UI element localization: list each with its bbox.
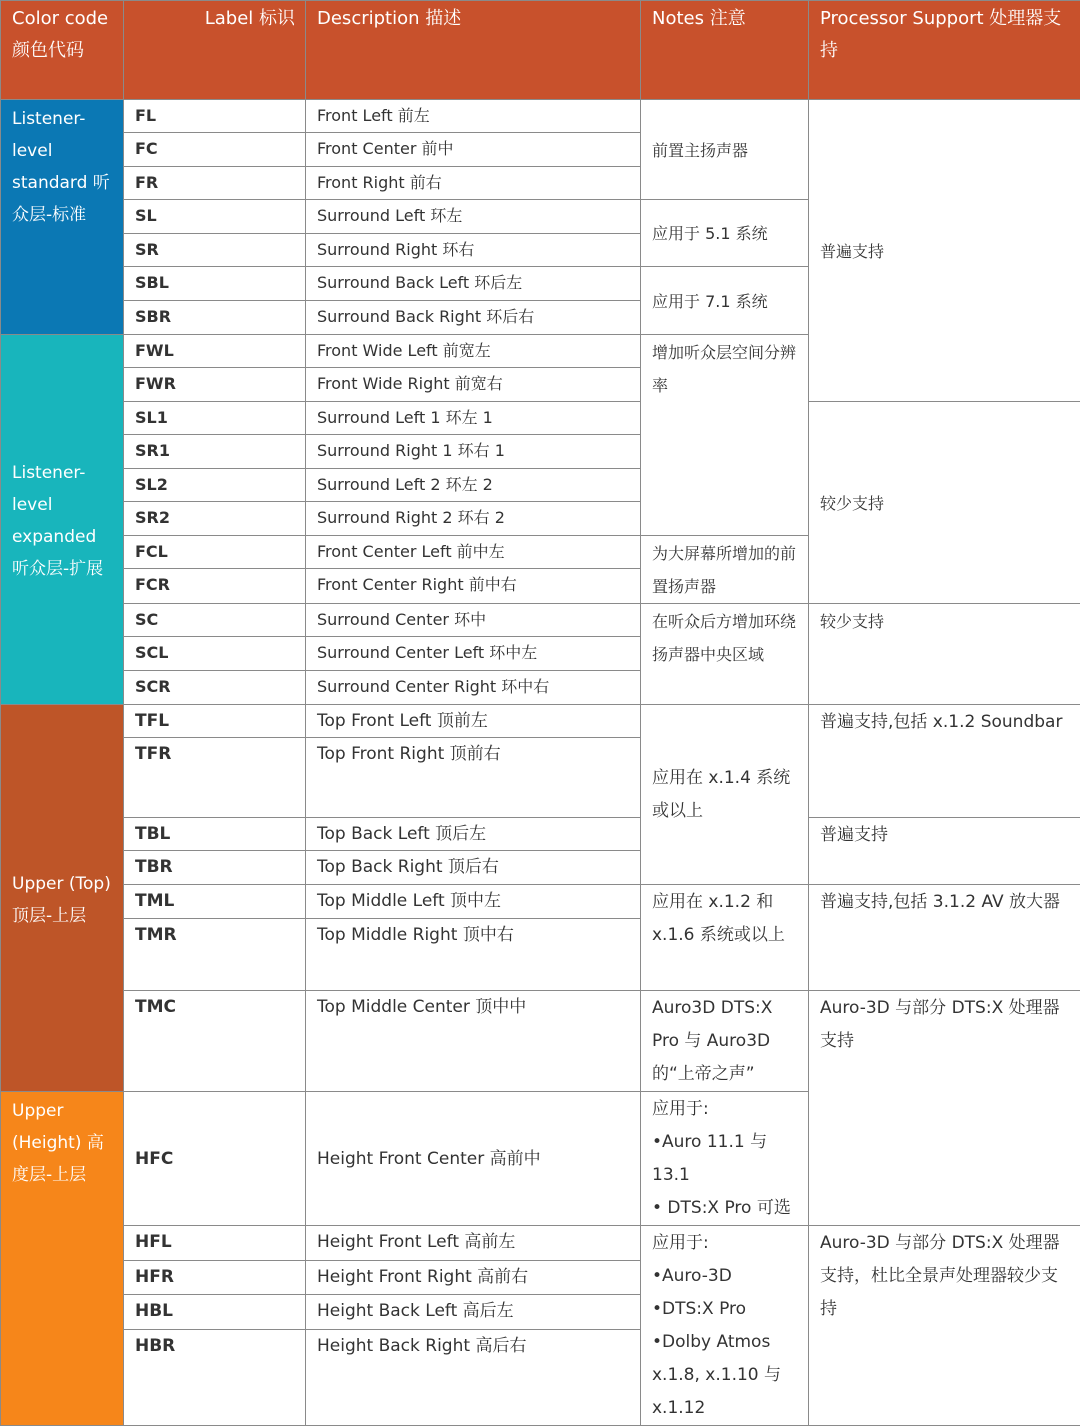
note-height-line: •Dolby Atmos x.1.8, x.1.10 与 x.1.12 <box>652 1326 797 1425</box>
row-label: SR <box>124 234 306 267</box>
row-label: FCR <box>124 569 306 604</box>
note-height-line: 应用于: <box>652 1227 797 1260</box>
row-description: Surround Left 1 环左 1 <box>306 402 641 435</box>
row-label: SR2 <box>124 502 306 536</box>
group-standard: Listener-level standard 听众层-标准 <box>1 100 124 335</box>
header-support: Processor Support 处理器支持 <box>809 1 1080 100</box>
row-description: Height Back Right 高后右 <box>306 1330 641 1426</box>
row-description: Top Front Left 顶前左 <box>306 705 641 738</box>
row-description: Front Wide Left 前宽左 <box>306 335 641 368</box>
row-label: FCL <box>124 536 306 569</box>
row-label: SL2 <box>124 469 306 502</box>
row-label: TBR <box>124 851 306 885</box>
row-label: HBR <box>124 1330 306 1426</box>
note-height-line: •Auro-3D <box>652 1260 797 1293</box>
support-less-rear: 较少支持 <box>809 604 1080 705</box>
row-label: HFL <box>124 1226 306 1261</box>
note-height <box>641 1226 809 1426</box>
support-av: 普遍支持,包括 3.1.2 AV 放大器 <box>809 885 1080 991</box>
row-description: Surround Back Left 环后左 <box>306 267 641 301</box>
row-description: Height Front Right 高前右 <box>306 1261 641 1295</box>
note-big-screen: 为大屏幕所增加的前置扬声器 <box>641 536 809 604</box>
row-label: SCL <box>124 637 306 671</box>
row-label: FC <box>124 133 306 167</box>
table-row <box>1 604 1080 637</box>
row-label: TMC <box>124 991 306 1092</box>
row-label: HFC <box>124 1092 306 1226</box>
row-description: Surround Center Left 环中左 <box>306 637 641 671</box>
note-front-main: 前置主扬声器 <box>641 100 809 200</box>
row-description: Surround Back Right 环后右 <box>306 301 641 335</box>
row-label: FL <box>124 100 306 133</box>
row-description: Top Back Left 顶后左 <box>306 818 641 851</box>
row-description: Surround Right 环右 <box>306 234 641 267</box>
support-common: 普遍支持 <box>809 100 1080 402</box>
row-description: Top Middle Left 顶中左 <box>306 885 641 919</box>
support-top-back: 普遍支持 <box>809 818 1080 885</box>
row-description: Front Center Left 前中左 <box>306 536 641 569</box>
group-top: Upper (Top) 顶层-上层 <box>1 705 124 1092</box>
table-row <box>1 885 1080 919</box>
note-hfc-line: •Auro 11.1 与 13.1 <box>652 1126 797 1192</box>
row-description: Front Wide Right 前宽右 <box>306 368 641 402</box>
row-label: HFR <box>124 1261 306 1295</box>
row-description: Surround Left 2 环左 2 <box>306 469 641 502</box>
header-description: Description 描述 <box>306 1 641 100</box>
table-row <box>1 402 1080 435</box>
row-label: SCR <box>124 671 306 705</box>
header-color-code: Color code 颜色代码 <box>1 1 124 100</box>
row-label: SL1 <box>124 402 306 435</box>
note-5-1: 应用于 5.1 系统 <box>641 200 809 267</box>
row-description: Height Back Left 高后左 <box>306 1295 641 1330</box>
note-hfc <box>641 1092 809 1226</box>
row-description: Front Right 前右 <box>306 167 641 200</box>
table-row <box>1 991 1080 1092</box>
row-label: SC <box>124 604 306 637</box>
row-description: Surround Left 环左 <box>306 200 641 234</box>
row-description: Front Left 前左 <box>306 100 641 133</box>
row-label: FWL <box>124 335 306 368</box>
note-x12: 应用在 x.1.2 和 x.1.6 系统或以上 <box>641 885 809 991</box>
note-voice-of-god: Auro3D DTS:X Pro 与 Auro3D 的“上帝之声” <box>641 991 809 1092</box>
note-7-1: 应用于 7.1 系统 <box>641 267 809 335</box>
row-description: Surround Center Right 环中右 <box>306 671 641 705</box>
row-label: FWR <box>124 368 306 402</box>
support-auro-dtsx: Auro-3D 与部分 DTS:X 处理器支持 <box>809 991 1080 1226</box>
row-label: FR <box>124 167 306 200</box>
note-rear-center: 在听众后方增加环绕扬声器中央区域 <box>641 604 809 705</box>
row-label: TMR <box>124 919 306 991</box>
row-label: TML <box>124 885 306 919</box>
row-label: HBL <box>124 1295 306 1330</box>
table-row <box>1 705 1080 738</box>
support-less: 较少支持 <box>809 402 1080 604</box>
row-label: SL <box>124 200 306 234</box>
row-description: Top Front Right 顶前右 <box>306 738 641 818</box>
table-row <box>1 1226 1080 1261</box>
row-label: TBL <box>124 818 306 851</box>
row-label: SBR <box>124 301 306 335</box>
row-description: Top Back Right 顶后右 <box>306 851 641 885</box>
note-wide: 增加听众层空间分辨率 <box>641 335 809 536</box>
header-row <box>1 1 1080 100</box>
row-description: Front Center 前中 <box>306 133 641 167</box>
row-description: Surround Right 2 环右 2 <box>306 502 641 536</box>
row-label: SR1 <box>124 435 306 469</box>
group-expanded: Listener-level expanded 听众层-扩展 <box>1 335 124 705</box>
row-description: Surround Center 环中 <box>306 604 641 637</box>
support-soundbar: 普遍支持,包括 x.1.2 Soundbar <box>809 705 1080 818</box>
support-auro-dtsx-dolby: Auro-3D 与部分 DTS:X 处理器支持，杜比全景声处理器较少支持 <box>809 1226 1080 1426</box>
row-label: TFL <box>124 705 306 738</box>
row-label: TFR <box>124 738 306 818</box>
note-hfc-line: • DTS:X Pro 可选 <box>652 1192 797 1225</box>
row-description: Surround Right 1 环右 1 <box>306 435 641 469</box>
table-row <box>1 818 1080 851</box>
note-x14: 应用在 x.1.4 系统或以上 <box>641 705 809 885</box>
note-height-line: •DTS:X Pro <box>652 1293 797 1326</box>
row-description: Height Front Left 高前左 <box>306 1226 641 1261</box>
header-notes: Notes 注意 <box>641 1 809 100</box>
row-description: Front Center Right 前中右 <box>306 569 641 604</box>
row-label: SBL <box>124 267 306 301</box>
group-height: Upper (Height) 高度层-上层 <box>1 1092 124 1426</box>
header-label: Label 标识 <box>124 1 306 100</box>
row-description: Top Middle Right 顶中右 <box>306 919 641 991</box>
row-description: Top Middle Center 顶中中 <box>306 991 641 1092</box>
note-hfc-line: 应用于: <box>652 1093 797 1126</box>
row-description: Height Front Center 高前中 <box>306 1092 641 1226</box>
table-row <box>1 100 1080 133</box>
